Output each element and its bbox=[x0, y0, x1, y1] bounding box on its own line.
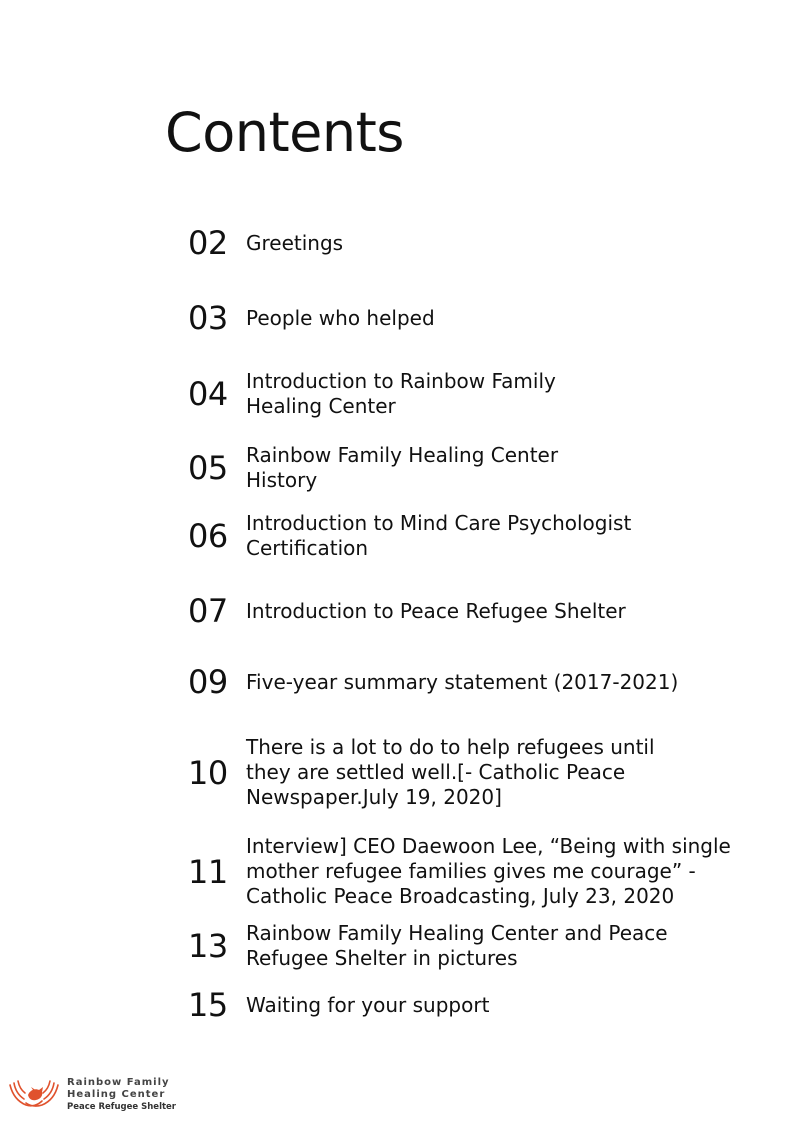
toc-page-number: 09 bbox=[188, 663, 228, 701]
toc-page-number: 03 bbox=[188, 299, 228, 337]
toc-entry[interactable] bbox=[188, 443, 558, 493]
toc-entry[interactable] bbox=[188, 663, 679, 701]
toc-entry[interactable] bbox=[188, 921, 668, 971]
toc-entry-title: People who helped bbox=[246, 305, 435, 330]
organization-logo bbox=[6, 1075, 181, 1117]
toc-entry-title: Introduction to Rainbow Family Healing Center bbox=[246, 369, 556, 418]
logo-line-3: Peace Refugee Shelter bbox=[67, 1102, 176, 1112]
toc-entry[interactable] bbox=[188, 369, 556, 419]
toc-page-number: 02 bbox=[188, 224, 228, 262]
toc-page-number: 10 bbox=[188, 753, 228, 792]
toc-entry-title: Rainbow Family Healing Center History bbox=[246, 443, 559, 492]
toc-entry[interactable] bbox=[188, 986, 490, 1024]
toc-entry-title: Introduction to Peace Refugee Shelter bbox=[246, 598, 626, 623]
logo-text bbox=[67, 1077, 176, 1113]
toc-entry[interactable] bbox=[188, 511, 631, 561]
toc-page-number: 15 bbox=[188, 986, 228, 1024]
toc-page-number: 05 bbox=[188, 449, 228, 487]
toc-page-number: 07 bbox=[188, 592, 228, 630]
toc-entry-title: Greetings bbox=[246, 230, 344, 255]
toc-entry-title: Introduction to Mind Care Psychologist Certification bbox=[246, 511, 632, 560]
page-title: Contents bbox=[165, 101, 404, 164]
logo-line-1: Rainbow Family bbox=[67, 1077, 170, 1088]
toc-entry[interactable] bbox=[188, 224, 344, 262]
toc-entry-title: Rainbow Family Healing Center and Peace Refugee Shelter in pictures bbox=[246, 921, 668, 970]
toc-entry[interactable] bbox=[188, 834, 731, 909]
dove-hands-icon bbox=[6, 1075, 62, 1115]
logo-line-2: Healing Center bbox=[67, 1089, 166, 1100]
toc-entry-title: Waiting for your support bbox=[246, 992, 490, 1017]
toc-entry-title: There is a lot to do to help refugees until they are settled well.[- Catholic Peace Newspaper.July 19, 2020] bbox=[246, 735, 655, 809]
toc-page-number: 11 bbox=[188, 852, 228, 891]
toc-entry-title: Interview] CEO Daewoon Lee, “Being with single mother refugee families gives me courage” - Catholic Peace Broadcasting, July 23, 2020 bbox=[246, 834, 731, 908]
toc-entry-title: Five-year summary statement (2017-2021) bbox=[246, 669, 679, 694]
toc-page-number: 06 bbox=[188, 517, 228, 555]
toc-entry[interactable] bbox=[188, 592, 626, 630]
toc-entry[interactable] bbox=[188, 299, 435, 337]
toc-entry[interactable] bbox=[188, 735, 655, 810]
toc-page-number: 04 bbox=[188, 375, 228, 413]
toc-page-number: 13 bbox=[188, 927, 228, 965]
